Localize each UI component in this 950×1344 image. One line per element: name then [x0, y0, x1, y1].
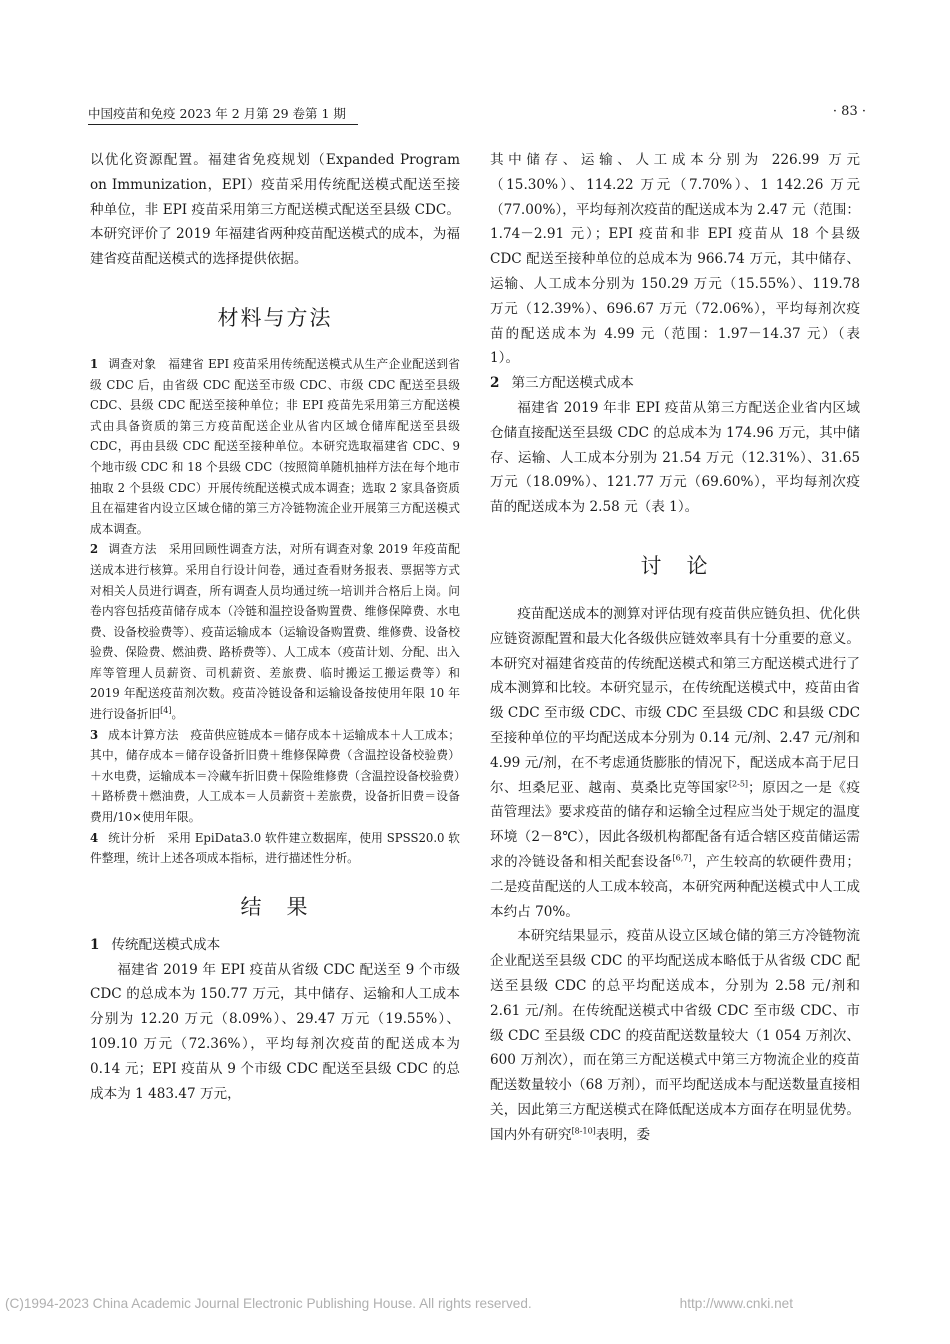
- header-rule: [88, 124, 358, 125]
- item-lead: 统计分析: [108, 830, 156, 845]
- item-lead: 调查对象: [108, 356, 157, 371]
- citation: [2-5]: [728, 779, 749, 788]
- item-text: 福建省 EPI 疫苗采用传统配送模式从生产企业配送到省级 CDC 后，由省级 CDC 配送至市级 CDC、市级 CDC 配送至县级 CDC、县级 CDC 配送至接种单位；非 EPI 疫苗先采用第三方配送模式由具备资质的第三方疫苗配送企业从省内区域仓储库配送至县级 CDC，再由县级 CDC 配送至接种单位。本研究选取福建省 CDC、9 个地市级 CDC 和 18 个县级 CDC（按照简单随机抽样方法在每个地市抽取 2 个县级 CDC）开展传统配送模式成本调查；选取 2 家具备资质且在福建省内设立区域仓储的第三方冷链物流企业开展第三方配送模式成本调查。: [90, 356, 460, 536]
- right-column: [490, 148, 860, 1147]
- item-number: 4: [90, 830, 99, 845]
- results-subheading-2: [490, 371, 860, 396]
- subheading-number: 2: [490, 375, 500, 392]
- discussion-heading: 讨 论: [640, 553, 710, 578]
- punctuation: 。: [171, 707, 184, 722]
- methods-heading: 材料与方法: [217, 305, 333, 330]
- intro-paragraph: 以优化资源配置。福建省免疫规划（Expanded Program on Immunization，EPI）疫苗采用传统配送模式配送至接种单位，非 EPI 疫苗采用第三方配送模式配送至县级 CDC。本研究评价了 2019 年福建省两种疫苗配送模式的成本，为福建省疫苗配送模式的选择提供依据。: [90, 152, 460, 268]
- results-subheading-1: [90, 933, 460, 958]
- discussion-paragraph-2: [490, 924, 860, 1147]
- methods-item-2: [90, 539, 460, 724]
- methods-item-1: [90, 354, 460, 539]
- results-paragraph-1-cont: 其中储存、运输、人工成本分别为 226.99 万元（15.30%）、114.22 万元（7.70%）、1 142.26 万元（77.00%），平均每剂次疫苗的配送成本为 2.47 元（范围：1.74－2.91 元）；EPI 疫苗和非 EPI 疫苗从 18 个县级 CDC 配送至接种单位的总成本为 966.74 万元，其中储存、运输、人工成本分别为 150.29 万元（15.55%）、119.78 万元（12.39%）、696.67 万元（72.06%），平均每剂次疫苗的配送成本为 4.99 元（范围：1.97－14.37 元）（表 1）。: [490, 152, 860, 367]
- website-link[interactable]: http://www.cnki.net: [679, 1296, 793, 1311]
- citation: [8-10]: [571, 1126, 596, 1136]
- methods-item-4: [90, 828, 460, 869]
- copyright-notice: (C)1994-2023 China Academic Journal Electronic Publishing House. All rights reserved.: [5, 1296, 532, 1311]
- footer: [0, 1296, 950, 1320]
- results-paragraph-2: 福建省 2019 年非 EPI 疫苗从第三方配送企业省内区域仓储直接配送至县级 CDC 的总成本为 174.96 万元，其中储存、运输、人工成本分别为 21.54 万元（12.31%）、31.65 万元（18.09%）、121.77 万元（69.60%），平均每剂次疫苗的配送成本为 2.58 元（表 1）。: [490, 399, 860, 516]
- item-lead: 调查方法: [108, 542, 157, 557]
- methods-item-3: [90, 725, 460, 828]
- item-text: 采用回顾性调查方法，对所有调查对象 2019 年疫苗配送成本进行核算。采用自行设计问卷，通过查看财务报表、票据等方式对相关人员进行调查，所有调查人员均通过统一培训并合格后上岗。问卷内容包括疫苗储存成本（冷链和温控设备购置费、维修保障费、水电费、设备校验费等）、疫苗运输成本（运输设备购置费、维修费、设备校验费、保险费、燃油费、路桥费等）、人工成本（疫苗计划、分配、出入库等管理人员薪资、司机薪资、差旅费、临时搬运工搬运费等）和 2019 年配送疫苗剂次数。疫苗冷链设备和运输设备按使用年限 10 年进行设备折旧: [90, 542, 460, 722]
- text-run: ；原因之一是《疫苗管理法》要求疫苗的储存和运输全过程应当处于规定的温度环境（2－8℃），因此各级机构都配备有适合辖区疫苗储运需求的冷链设备和相关配套设备: [490, 779, 860, 870]
- results-heading: 结 果: [240, 894, 310, 919]
- item-number: 1: [90, 356, 99, 371]
- item-number: 2: [90, 542, 99, 557]
- item-number: 3: [90, 727, 99, 742]
- text-run: 本研究结果显示，疫苗从设立区域仓储的第三方冷链物流企业配送至县级 CDC 的平均配送成本略低于从省级 CDC 配送至县级 CDC 的总平均配送成本，分别为 2.58 元/剂和 2.61 元/剂。在传统配送模式中省级 CDC 至市级 CDC、市级 CDC 至县级 CDC 的疫苗配送数量较大（1 054 万剂次、600 万剂次），而在第三方配送模式中第三方物流企业的疫苗配送数量较小（68 万剂），而平均配送成本与配送数量直接相关，因此第三方配送模式在降低配送成本方面存在明显优势。国内外有研究: [490, 928, 860, 1143]
- citation: [6,7]: [672, 853, 692, 863]
- text-run: 疫苗配送成本的测算对评估现有疫苗供应链负担、优化供应链资源配置和最大化各级供应链效率具有十分重要的意义。本研究对福建省疫苗的传统配送模式和第三方配送模式进行了成本测算和比较。本研究显示，在传统配送模式中，疫苗由省级 CDC 至市级 CDC、市级 CDC 至县级 CDC 和县级 CDC 至接种单位的平均配送成本分别为 0.14 元/剂、2.47 元/剂和 4.99 元/剂，在不考虑通货膨胀的情况下，配送成本高于尼日尔、坦桑尼亚、越南、莫桑比克等国家: [490, 605, 860, 796]
- item-text: 采用 EpiData3.0 软件建立数据库，使用 SPSS20.0 软件整理，统计上述各项成本指标，进行描述性分析。: [90, 830, 460, 866]
- discussion-paragraph-1: [490, 602, 860, 924]
- page-number: · 83 ·: [832, 104, 866, 119]
- subheading-title: 传统配送模式成本: [111, 936, 221, 953]
- results-paragraph-1: 福建省 2019 年 EPI 疫苗从省级 CDC 配送至 9 个市级 CDC 的总成本为 150.77 万元，其中储存、运输和人工成本分别为 12.20 万元（8.09%）、29.47 万元（19.55%）、109.10 万元（72.36%），平均每剂次疫苗的配送成本为 0.14 元；EPI 疫苗从 9 个市级 CDC 配送至县级 CDC 的总成本为 1 483.47 万元，: [90, 961, 460, 1102]
- subheading-title: 第三方配送模式成本: [511, 375, 634, 392]
- item-lead: 成本计算方法: [108, 727, 179, 742]
- subheading-number: 1: [90, 936, 100, 953]
- item-text: 疫苗供应链成本＝储存成本＋运输成本＋人工成本；其中，储存成本＝储存设备折旧费＋维修保障费（含温控设备校验费）＋水电费，运输成本＝冷藏车折旧费＋保险维修费（含温控设备校验费）＋路桥费＋燃油费，人工成本＝人员薪资＋差旅费，设备折旧费＝设备费用/10×使用年限。: [90, 727, 460, 825]
- running-header: [88, 104, 868, 126]
- journal-info: 中国疫苗和免疫 2023 年 2 月第 29 卷第 1 期: [88, 106, 346, 121]
- left-column: [90, 148, 460, 1106]
- citation: [4]: [160, 706, 172, 716]
- text-run: ，产生较高的软硬件费用；二是疫苗配送的人工成本较高，本研究两种配送模式中人工成本约占 70%。: [490, 853, 861, 920]
- text-run: 表明，委: [595, 1126, 651, 1143]
